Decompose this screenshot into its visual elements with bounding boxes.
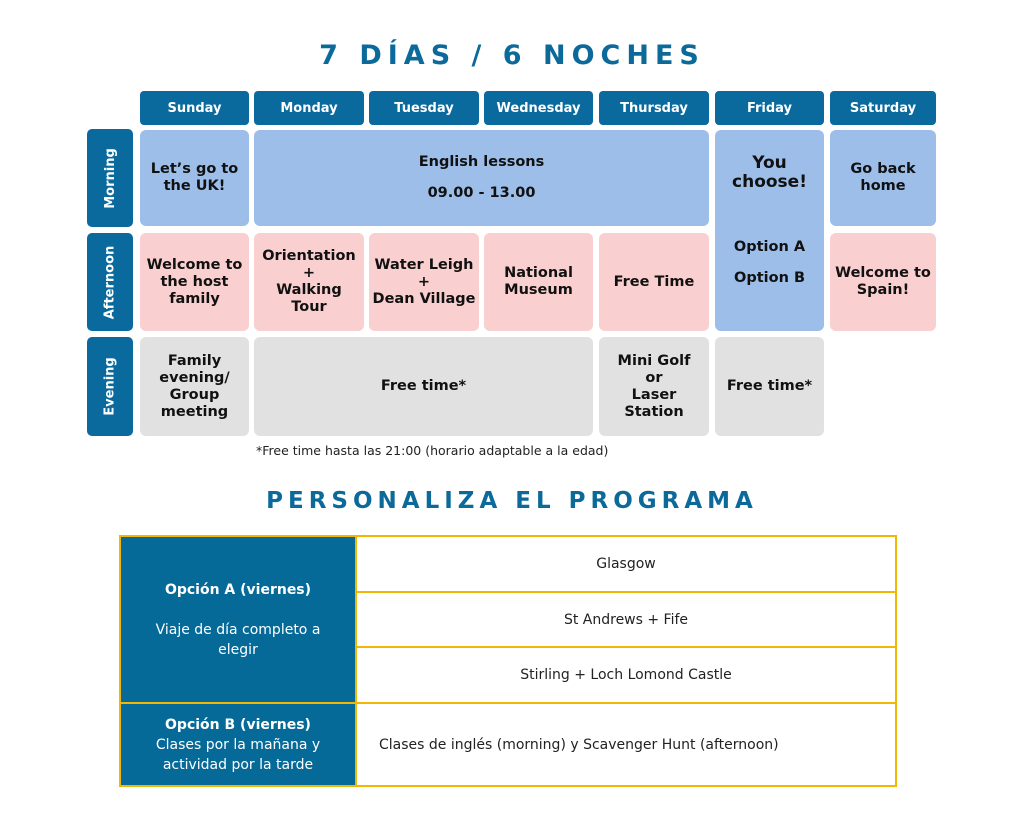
option-a-choice-glasgow: Glasgow bbox=[357, 537, 895, 591]
day-header-sunday: Sunday bbox=[140, 91, 249, 125]
day-header-thursday: Thursday bbox=[599, 91, 709, 125]
cell-saturday-morning: Go back home bbox=[830, 130, 936, 226]
option-b-choice: Clases de inglés (morning) y Scavenger Hunt (afternoon) bbox=[357, 704, 895, 785]
day-header-monday: Monday bbox=[254, 91, 364, 125]
option-a-choice-st-andrews: St Andrews + Fife bbox=[357, 593, 895, 646]
option-a-choice-stirling: Stirling + Loch Lomond Castle bbox=[357, 648, 895, 702]
cell-friday-evening: Free time* bbox=[715, 337, 824, 436]
period-label-evening bbox=[87, 337, 133, 436]
cell-tuesday-afternoon: Water Leigh + Dean Village bbox=[369, 233, 479, 331]
cell-english-lessons bbox=[254, 130, 709, 226]
period-morning-text: Morning bbox=[102, 147, 118, 209]
cell-sunday-afternoon: Welcome to the host family bbox=[140, 233, 249, 331]
cell-thursday-afternoon: Free Time bbox=[599, 233, 709, 331]
option-b-description: Clases por la mañana y actividad por la tarde bbox=[155, 736, 321, 773]
friday-option-b: Option B bbox=[734, 270, 805, 286]
cell-friday-you-choose bbox=[715, 130, 824, 331]
cell-thursday-evening: Mini Golf or Laser Station bbox=[599, 337, 709, 436]
options-table bbox=[119, 535, 897, 787]
day-header-saturday: Saturday bbox=[830, 91, 936, 125]
period-afternoon-text: Afternoon bbox=[102, 245, 118, 319]
cell-monday-afternoon: Orientation + Walking Tour bbox=[254, 233, 364, 331]
day-header-tuesday: Tuesday bbox=[369, 91, 479, 125]
page-title: 7 DÍAS / 6 NOCHES bbox=[319, 40, 705, 71]
friday-you-choose-title: You choose! bbox=[732, 153, 807, 192]
option-a-heading: Opción A (viernes) bbox=[164, 581, 312, 598]
cell-wednesday-afternoon: National Museum bbox=[484, 233, 593, 331]
option-b-cell bbox=[121, 704, 355, 785]
period-label-morning bbox=[87, 129, 133, 227]
free-time-footnote: *Free time hasta las 21:00 (horario adaptable a la edad) bbox=[256, 443, 609, 458]
option-a-cell bbox=[121, 537, 355, 702]
period-label-afternoon bbox=[87, 233, 133, 331]
english-lessons-label: English lessons bbox=[418, 154, 545, 170]
cell-free-time-evening: Free time* bbox=[254, 337, 593, 436]
cell-sunday-evening: Family evening/ Group meeting bbox=[140, 337, 249, 436]
option-b-heading: Opción B (viernes) bbox=[165, 716, 311, 733]
section-title: PERSONALIZA EL PROGRAMA bbox=[266, 488, 758, 514]
friday-option-a: Option A bbox=[733, 239, 806, 255]
period-evening-text: Evening bbox=[102, 357, 118, 416]
cell-saturday-afternoon: Welcome to Spain! bbox=[830, 233, 936, 331]
day-header-friday: Friday bbox=[715, 91, 824, 125]
cell-sunday-morning: Let’s go to the UK! bbox=[140, 130, 249, 226]
day-header-wednesday: Wednesday bbox=[484, 91, 593, 125]
english-lessons-hours: 09.00 - 13.00 bbox=[427, 185, 536, 201]
option-a-description: Viaje de día completo a elegir bbox=[155, 621, 321, 658]
